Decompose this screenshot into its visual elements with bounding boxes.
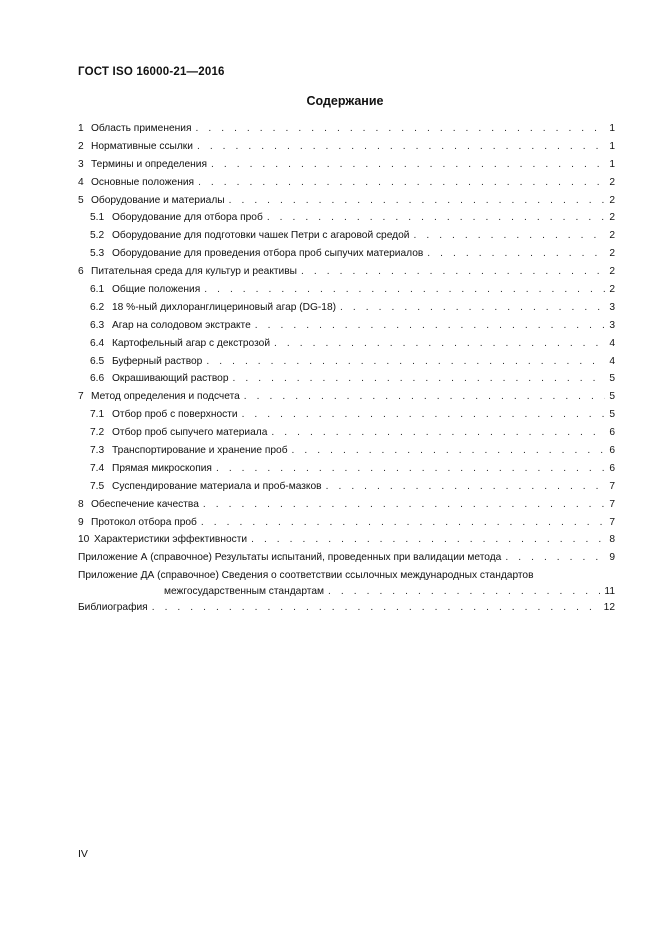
toc-entry-label: Транспортирование и хранение проб: [112, 445, 288, 457]
toc-entry[interactable]: [78, 478, 615, 496]
toc-entry-number: 6.6: [90, 373, 105, 385]
dot-leader: [326, 478, 606, 496]
dot-leader: [427, 245, 605, 263]
toc-entry-page: 12: [603, 602, 615, 614]
dot-leader: [274, 335, 605, 353]
toc-entry-label: Оборудование для проведения отбора проб сыпучих материалов: [112, 248, 424, 260]
toc-entry-page: 6: [609, 427, 615, 439]
toc-entry-page: 3: [609, 301, 615, 313]
toc-entry-number: 6: [78, 266, 84, 278]
toc-entry[interactable]: [78, 514, 615, 532]
toc-entry-page: 2: [609, 266, 615, 278]
dot-leader: [201, 514, 605, 532]
dot-leader: [505, 549, 605, 567]
dot-leader: [271, 424, 605, 442]
toc-entry-page: 8: [609, 534, 615, 546]
toc-entry[interactable]: [78, 531, 615, 549]
toc-entry-number: 6.4: [90, 337, 105, 349]
toc-entry-number: 8: [78, 498, 84, 510]
toc-entry-page: 1: [609, 140, 615, 152]
toc-entry-page: 2: [609, 284, 615, 296]
toc-entry-number: 9: [78, 516, 84, 528]
dot-leader: [197, 138, 605, 156]
toc-entry[interactable]: [78, 263, 615, 281]
dot-leader: [340, 299, 605, 317]
toc-entry[interactable]: [78, 227, 615, 245]
toc-entry-page: 2: [609, 230, 615, 242]
toc-entry-label: Характеристики эффективности: [94, 534, 248, 546]
toc-entry-label: Метод определения и подсчета: [91, 391, 240, 403]
toc-entry-number: 5: [78, 194, 84, 206]
toc-entry-page: 6: [609, 462, 615, 474]
toc-entry-page: 4: [609, 337, 615, 349]
toc-entry-label: Оборудование для отбора проб: [112, 212, 263, 224]
toc-entry-label: Прямая микроскопия: [112, 462, 212, 474]
toc-entry[interactable]: [78, 174, 615, 192]
toc-entry[interactable]: [78, 156, 615, 174]
toc-entry-number: 5.1: [90, 212, 105, 224]
toc-entry-number: 3: [78, 158, 84, 170]
toc-entry[interactable]: [78, 120, 615, 138]
toc-entry-number: 7.5: [90, 480, 105, 492]
toc-entry-label: Картофельный агар с декстрозой: [112, 337, 271, 349]
dot-leader: [251, 531, 605, 549]
toc-entry-label: Окрашивающий раствор: [112, 373, 229, 385]
toc-entry-page: 3: [609, 319, 615, 331]
dot-leader: [211, 156, 605, 174]
toc-entry-page: 7: [609, 498, 615, 510]
toc-entry-label: Отбор проб с поверхности: [112, 409, 238, 421]
dot-leader: [195, 120, 605, 138]
toc-entry-page: 5: [609, 391, 615, 403]
toc-entry-number: 6.3: [90, 319, 105, 331]
dot-leader: [198, 174, 605, 192]
toc-entry-label: Буферный раствор: [112, 355, 203, 367]
toc-entry[interactable]: [78, 192, 615, 210]
toc-entry-page: 7: [609, 516, 615, 528]
toc-entry-label: Термины и определения: [91, 158, 207, 170]
toc-entry[interactable]: [78, 245, 615, 263]
toc-entry-number: 2: [78, 140, 84, 152]
page-title: Содержание: [306, 94, 384, 108]
toc-entry[interactable]: [78, 335, 615, 353]
toc-entry-label: 18 %-ный дихлоранглицериновый агар (DG-18): [112, 301, 337, 313]
toc-entry-label: Обеспечение качества: [91, 498, 199, 510]
dot-leader: [413, 227, 605, 245]
toc-entry-page: 2: [609, 248, 615, 260]
toc-entry[interactable]: [78, 281, 615, 299]
toc-entry-number: 7: [78, 391, 84, 403]
toc-entry[interactable]: [78, 406, 615, 424]
toc-entry-number: 4: [78, 176, 84, 188]
toc-entry-label: Питательная среда для культур и реактивы: [91, 266, 297, 278]
toc-entry-label: Приложение А (справочное) Результаты испытаний, проведенных при валидации метода: [78, 552, 502, 564]
toc-entry-label: Протокол отбора проб: [91, 516, 197, 528]
dot-leader: [152, 599, 600, 617]
toc-entry-number: 7.4: [90, 462, 105, 474]
toc-entry-page: 7: [609, 480, 615, 492]
toc-entry[interactable]: [78, 299, 615, 317]
toc-entry-label: Библиография: [78, 602, 148, 614]
dot-leader: [292, 442, 606, 460]
toc-entry-number: 5.2: [90, 230, 105, 242]
toc-entry[interactable]: [78, 424, 615, 442]
toc-entry-label: Область применения: [91, 123, 192, 134]
dot-leader: [301, 263, 605, 281]
toc-entry-page: 5: [609, 373, 615, 385]
toc-entry-label: Оборудование для подготовки чашек Петри с агаровой средой: [112, 230, 410, 242]
toc-entry-number: 6.5: [90, 355, 105, 367]
toc-entry-label: Нормативные ссылки: [91, 140, 193, 152]
toc-entry-page: 11: [604, 586, 615, 598]
dot-leader: [267, 209, 606, 227]
toc-entry-label: Отбор проб сыпучего материала: [112, 427, 268, 439]
table-of-contents: [78, 120, 615, 617]
toc-entry[interactable]: [78, 549, 615, 567]
toc-entry-page: 4: [609, 355, 615, 367]
toc-entry-number: 6.2: [90, 301, 105, 313]
toc-entry-page: 2: [609, 212, 615, 224]
toc-entry-number: 7.2: [90, 427, 105, 439]
toc-entry-page: 9: [609, 552, 615, 564]
toc-entry-page: 6: [609, 445, 615, 457]
document-code-header: ГОСТ ISO 16000-21—2016: [78, 66, 225, 78]
toc-entry-page: 2: [609, 194, 615, 206]
dot-leader: [242, 406, 606, 424]
toc-entry-label: Приложение ДА (справочное) Сведения о соответствии ссылочных международных стандартов: [78, 570, 534, 582]
dot-leader: [244, 388, 606, 406]
toc-entry[interactable]: [78, 460, 615, 478]
dot-leader: [206, 353, 605, 371]
toc-entry-page: 1: [609, 123, 615, 134]
toc-entry-number: 6.1: [90, 284, 105, 296]
toc-entry-number: 5.3: [90, 248, 105, 260]
toc-entry-label: Агар на солодовом экстракте: [112, 319, 251, 331]
toc-entry-page: 5: [609, 409, 615, 421]
toc-entry-number: 1: [78, 123, 84, 134]
page-number-footer: IV: [78, 848, 88, 860]
toc-entry-label-continued: межгосударственным стандартам: [164, 586, 324, 598]
toc-entry-page: 1: [609, 158, 615, 170]
toc-entry-page: 2: [609, 176, 615, 188]
dot-leader: [229, 192, 606, 210]
toc-entry[interactable]: [78, 388, 615, 406]
dot-leader: [233, 370, 606, 388]
toc-entry[interactable]: [78, 442, 615, 460]
dot-leader: [203, 496, 605, 514]
toc-entry-label: Оборудование и материалы: [91, 194, 225, 206]
toc-entry[interactable]: [78, 209, 615, 227]
toc-entry[interactable]: [78, 370, 615, 388]
toc-entry[interactable]: [78, 138, 615, 156]
toc-entry-number: 10: [78, 534, 90, 546]
dot-leader: [204, 281, 605, 299]
toc-entry-label: Суспендирование материала и проб-мазков: [112, 480, 322, 492]
toc-entry-number: 7.3: [90, 445, 105, 457]
toc-entry[interactable]: [78, 317, 615, 335]
dot-leader: [328, 584, 600, 599]
toc-entry-number: 7.1: [90, 409, 105, 421]
toc-entry-label: Общие положения: [112, 284, 201, 296]
toc-entry[interactable]: [78, 567, 615, 599]
toc-entry[interactable]: [78, 496, 615, 514]
toc-entry[interactable]: [78, 353, 615, 371]
toc-entry[interactable]: [78, 599, 615, 617]
toc-entry-label: Основные положения: [91, 176, 195, 188]
dot-leader: [255, 317, 606, 335]
dot-leader: [216, 460, 605, 478]
